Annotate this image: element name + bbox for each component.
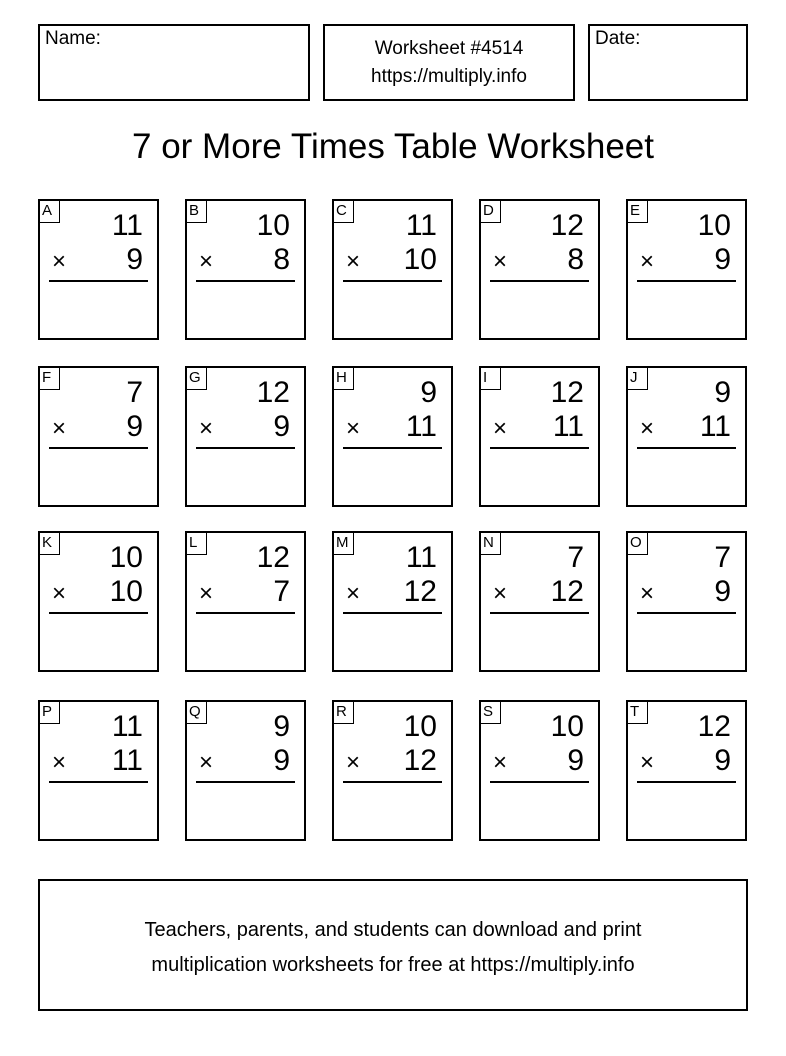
times-sign: × <box>199 749 214 776</box>
answer-line <box>490 447 589 449</box>
footer-box <box>38 879 748 1011</box>
problem-top-number: 10 <box>550 710 584 743</box>
problem-bottom-number: 7 <box>273 575 290 608</box>
answer-line <box>637 781 736 783</box>
problem-label: N <box>481 533 501 555</box>
answer-line <box>196 280 295 282</box>
problem-bottom-number: 12 <box>550 575 584 608</box>
problem-label: D <box>481 201 501 223</box>
times-sign: × <box>640 415 655 442</box>
problem-box <box>38 531 159 672</box>
problem-box <box>626 700 747 841</box>
answer-line <box>490 781 589 783</box>
times-sign: × <box>52 580 67 607</box>
times-sign: × <box>346 749 361 776</box>
footer-line-1: Teachers, parents, and students can download and print <box>144 919 642 941</box>
problem-top-number: 9 <box>714 376 731 409</box>
problem-box <box>479 531 600 672</box>
answer-line <box>49 781 148 783</box>
problem-bottom-number: 8 <box>273 243 290 276</box>
problem-box <box>332 700 453 841</box>
problem-top-number: 10 <box>403 710 437 743</box>
problem-top-number: 11 <box>111 209 143 242</box>
name-box <box>38 24 310 101</box>
answer-line <box>196 447 295 449</box>
problem-bottom-number: 11 <box>111 744 143 777</box>
times-sign: × <box>199 415 214 442</box>
problem-label: J <box>628 368 648 390</box>
times-sign: × <box>640 580 655 607</box>
problem-label: S <box>481 702 501 724</box>
times-sign: × <box>346 415 361 442</box>
problem-label: K <box>40 533 60 555</box>
answer-line <box>196 781 295 783</box>
problem-bottom-number: 9 <box>126 243 143 276</box>
problem-box <box>332 531 453 672</box>
problem-bottom-number: 11 <box>405 410 437 443</box>
worksheet-number: Worksheet #4514 <box>374 38 524 59</box>
answer-line <box>343 280 442 282</box>
problem-bottom-number: 9 <box>714 575 731 608</box>
times-sign: × <box>52 749 67 776</box>
times-sign: × <box>493 749 508 776</box>
problem-box <box>332 199 453 340</box>
page-title: 7 or More Times Table Worksheet <box>132 127 654 166</box>
problem-top-number: 10 <box>697 209 731 242</box>
problem-label: R <box>334 702 354 724</box>
times-sign: × <box>493 248 508 275</box>
times-sign: × <box>52 248 67 275</box>
problem-box <box>332 366 453 507</box>
times-sign: × <box>52 415 67 442</box>
problem-box <box>38 700 159 841</box>
problem-box <box>185 700 306 841</box>
answer-line <box>49 280 148 282</box>
problem-label: I <box>481 368 501 390</box>
problem-label: P <box>40 702 60 724</box>
problem-bottom-number: 9 <box>126 410 143 443</box>
answer-line <box>637 280 736 282</box>
name-label: Name: <box>45 28 101 49</box>
problem-top-number: 11 <box>405 541 437 574</box>
problem-box <box>185 531 306 672</box>
problem-label: M <box>334 533 354 555</box>
problem-bottom-number: 11 <box>699 410 731 443</box>
date-box <box>588 24 748 101</box>
problem-bottom-number: 10 <box>403 243 437 276</box>
problem-label: A <box>40 201 60 223</box>
problem-label: O <box>628 533 648 555</box>
problem-top-number: 7 <box>567 541 584 574</box>
answer-line <box>343 612 442 614</box>
problem-label: B <box>187 201 207 223</box>
problem-bottom-number: 11 <box>552 410 584 443</box>
worksheet-url: https://multiply.info <box>371 66 527 87</box>
answer-line <box>49 447 148 449</box>
problem-label: C <box>334 201 354 223</box>
problem-box <box>479 366 600 507</box>
times-sign: × <box>640 248 655 275</box>
times-sign: × <box>346 248 361 275</box>
problem-box <box>626 366 747 507</box>
date-label: Date: <box>595 28 641 49</box>
problem-box <box>38 366 159 507</box>
answer-line <box>49 612 148 614</box>
problem-top-number: 12 <box>550 209 584 242</box>
problem-box <box>185 199 306 340</box>
problem-top-number: 12 <box>256 541 290 574</box>
times-sign: × <box>199 580 214 607</box>
problem-top-number: 10 <box>256 209 290 242</box>
answer-line <box>343 447 442 449</box>
problem-bottom-number: 9 <box>714 243 731 276</box>
problem-bottom-number: 8 <box>567 243 584 276</box>
problem-top-number: 10 <box>109 541 143 574</box>
problem-box <box>479 199 600 340</box>
problem-label: H <box>334 368 354 390</box>
problem-label: Q <box>187 702 207 724</box>
problem-top-number: 9 <box>273 710 290 743</box>
times-sign: × <box>493 415 508 442</box>
problem-bottom-number: 9 <box>714 744 731 777</box>
problem-top-number: 9 <box>420 376 437 409</box>
problem-label: T <box>628 702 648 724</box>
problem-label: E <box>628 201 648 223</box>
problem-bottom-number: 10 <box>109 575 143 608</box>
answer-line <box>343 781 442 783</box>
problem-bottom-number: 9 <box>567 744 584 777</box>
times-sign: × <box>199 248 214 275</box>
problem-top-number: 11 <box>111 710 143 743</box>
answer-line <box>196 612 295 614</box>
times-sign: × <box>493 580 508 607</box>
problem-box <box>479 700 600 841</box>
problem-top-number: 11 <box>405 209 437 242</box>
worksheet-info-box <box>323 24 575 101</box>
answer-line <box>490 612 589 614</box>
times-sign: × <box>346 580 361 607</box>
problem-label: F <box>40 368 60 390</box>
problem-bottom-number: 12 <box>403 744 437 777</box>
answer-line <box>490 280 589 282</box>
problem-box <box>185 366 306 507</box>
footer-line-2: multiplication worksheets for free at https://multiply.info <box>151 954 635 976</box>
problem-box <box>626 199 747 340</box>
problem-box <box>626 531 747 672</box>
problem-bottom-number: 9 <box>273 744 290 777</box>
answer-line <box>637 447 736 449</box>
problem-top-number: 12 <box>550 376 584 409</box>
problem-top-number: 7 <box>714 541 731 574</box>
problem-top-number: 7 <box>126 376 143 409</box>
problem-label: L <box>187 533 207 555</box>
problem-bottom-number: 12 <box>403 575 437 608</box>
answer-line <box>637 612 736 614</box>
problem-label: G <box>187 368 207 390</box>
problem-box <box>38 199 159 340</box>
problem-top-number: 12 <box>697 710 731 743</box>
problem-top-number: 12 <box>256 376 290 409</box>
problem-bottom-number: 9 <box>273 410 290 443</box>
times-sign: × <box>640 749 655 776</box>
